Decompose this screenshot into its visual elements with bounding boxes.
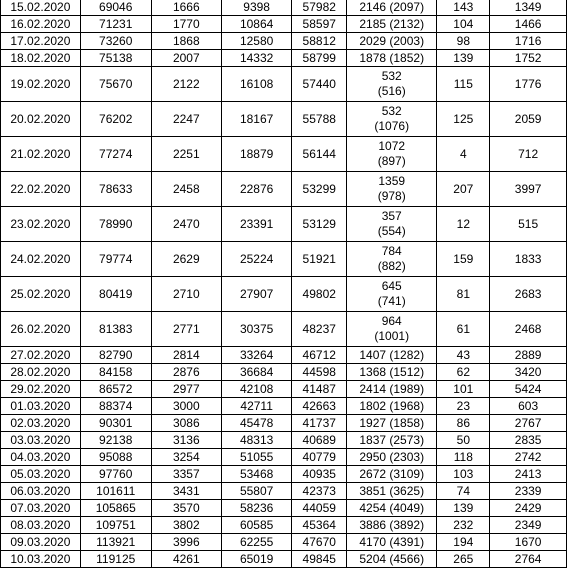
date-cell: 15.02.2020 bbox=[1, 0, 81, 16]
value-cell-3: 45478 bbox=[221, 415, 292, 432]
table-row bbox=[1, 16, 567, 33]
value-cell-4: 40935 bbox=[292, 466, 347, 483]
value-cell-5: 1368 (1512) bbox=[347, 364, 437, 381]
value-cell-5-paren: (882) bbox=[377, 259, 406, 273]
value-cell-6: 50 bbox=[437, 432, 490, 449]
value-cell-7: 2468 bbox=[490, 312, 567, 347]
value-cell-6: 62 bbox=[437, 364, 490, 381]
value-cell-2: 2007 bbox=[151, 50, 221, 67]
value-cell-3: 16108 bbox=[221, 67, 292, 102]
date-cell: 16.02.2020 bbox=[1, 16, 81, 33]
value-cell-4: 40779 bbox=[292, 449, 347, 466]
value-cell-6: 207 bbox=[437, 172, 490, 207]
value-cell-3: 53468 bbox=[221, 466, 292, 483]
value-cell-4: 42663 bbox=[292, 398, 347, 415]
value-cell-3: 42108 bbox=[221, 381, 292, 398]
value-cell-5-main: 357 bbox=[381, 209, 402, 223]
value-cell-5 bbox=[347, 312, 437, 347]
value-cell-4: 58597 bbox=[292, 16, 347, 33]
value-cell-6: 265 bbox=[437, 551, 490, 568]
value-cell-2: 3254 bbox=[151, 449, 221, 466]
value-cell-6: 103 bbox=[437, 466, 490, 483]
value-cell-1: 71231 bbox=[80, 16, 151, 33]
date-cell: 26.02.2020 bbox=[1, 312, 81, 347]
value-cell-4: 41737 bbox=[292, 415, 347, 432]
value-cell-1: 105865 bbox=[80, 500, 151, 517]
table-row bbox=[1, 449, 567, 466]
value-cell-7: 1776 bbox=[490, 67, 567, 102]
value-cell-7: 2429 bbox=[490, 500, 567, 517]
date-cell: 24.02.2020 bbox=[1, 242, 81, 277]
date-cell: 19.02.2020 bbox=[1, 67, 81, 102]
date-cell: 07.03.2020 bbox=[1, 500, 81, 517]
value-cell-5 bbox=[347, 137, 437, 172]
value-cell-3: 27907 bbox=[221, 277, 292, 312]
value-cell-1: 92138 bbox=[80, 432, 151, 449]
value-cell-5-main: 1072 bbox=[378, 139, 406, 153]
value-cell-5 bbox=[347, 67, 437, 102]
value-cell-2: 2710 bbox=[151, 277, 221, 312]
value-cell-1: 73260 bbox=[80, 33, 151, 50]
value-cell-4: 49845 bbox=[292, 551, 347, 568]
value-cell-5: 1407 (1282) bbox=[347, 347, 437, 364]
value-cell-5-paren: (1076) bbox=[374, 119, 410, 133]
table-row bbox=[1, 102, 567, 137]
value-cell-5-main: 964 bbox=[381, 314, 402, 328]
value-cell-7: 1716 bbox=[490, 33, 567, 50]
value-cell-2: 2771 bbox=[151, 312, 221, 347]
value-cell-4: 51921 bbox=[292, 242, 347, 277]
value-cell-5: 5204 (4566) bbox=[347, 551, 437, 568]
value-cell-5-paren: (554) bbox=[377, 224, 406, 238]
value-cell-6: 74 bbox=[437, 483, 490, 500]
value-cell-7: 3997 bbox=[490, 172, 567, 207]
value-cell-4: 45364 bbox=[292, 517, 347, 534]
value-cell-3: 14332 bbox=[221, 50, 292, 67]
value-cell-6: 194 bbox=[437, 534, 490, 551]
value-cell-4: 44059 bbox=[292, 500, 347, 517]
value-cell-7: 1752 bbox=[490, 50, 567, 67]
value-cell-3: 25224 bbox=[221, 242, 292, 277]
value-cell-6: 143 bbox=[437, 0, 490, 16]
date-cell: 09.03.2020 bbox=[1, 534, 81, 551]
value-cell-6: 98 bbox=[437, 33, 490, 50]
value-cell-1: 88374 bbox=[80, 398, 151, 415]
value-cell-1: 77274 bbox=[80, 137, 151, 172]
value-cell-3: 58236 bbox=[221, 500, 292, 517]
value-cell-1: 90301 bbox=[80, 415, 151, 432]
value-cell-5: 1837 (2573) bbox=[347, 432, 437, 449]
value-cell-5-main: 645 bbox=[381, 279, 402, 293]
value-cell-4: 53299 bbox=[292, 172, 347, 207]
value-cell-5: 1878 (1852) bbox=[347, 50, 437, 67]
value-cell-5-main: 532 bbox=[381, 104, 402, 118]
value-cell-4: 49802 bbox=[292, 277, 347, 312]
table-row bbox=[1, 415, 567, 432]
value-cell-7: 2339 bbox=[490, 483, 567, 500]
value-cell-3: 18879 bbox=[221, 137, 292, 172]
value-cell-6: 4 bbox=[437, 137, 490, 172]
value-cell-6: 118 bbox=[437, 449, 490, 466]
table-row bbox=[1, 347, 567, 364]
value-cell-5-main: 784 bbox=[381, 244, 402, 258]
value-cell-7: 2683 bbox=[490, 277, 567, 312]
value-cell-4: 41487 bbox=[292, 381, 347, 398]
value-cell-1: 80419 bbox=[80, 277, 151, 312]
value-cell-6: 125 bbox=[437, 102, 490, 137]
value-cell-7: 1833 bbox=[490, 242, 567, 277]
date-cell: 02.03.2020 bbox=[1, 415, 81, 432]
value-cell-2: 2122 bbox=[151, 67, 221, 102]
value-cell-2: 1770 bbox=[151, 16, 221, 33]
value-cell-7: 2413 bbox=[490, 466, 567, 483]
table-row bbox=[1, 67, 567, 102]
value-cell-7: 2764 bbox=[490, 551, 567, 568]
value-cell-2: 2470 bbox=[151, 207, 221, 242]
table-row bbox=[1, 0, 567, 16]
value-cell-4: 58812 bbox=[292, 33, 347, 50]
value-cell-5: 2672 (3109) bbox=[347, 466, 437, 483]
value-cell-7: 1466 bbox=[490, 16, 567, 33]
value-cell-6: 81 bbox=[437, 277, 490, 312]
value-cell-6: 61 bbox=[437, 312, 490, 347]
value-cell-4: 46712 bbox=[292, 347, 347, 364]
value-cell-2: 1868 bbox=[151, 33, 221, 50]
value-cell-5: 2185 (2132) bbox=[347, 16, 437, 33]
date-cell: 23.02.2020 bbox=[1, 207, 81, 242]
value-cell-6: 139 bbox=[437, 500, 490, 517]
value-cell-2: 2876 bbox=[151, 364, 221, 381]
value-cell-1: 95088 bbox=[80, 449, 151, 466]
value-cell-1: 75670 bbox=[80, 67, 151, 102]
date-cell: 08.03.2020 bbox=[1, 517, 81, 534]
table-row bbox=[1, 137, 567, 172]
value-cell-2: 4261 bbox=[151, 551, 221, 568]
value-cell-1: 97760 bbox=[80, 466, 151, 483]
value-cell-5-paren: (1001) bbox=[374, 329, 410, 343]
value-cell-4: 48237 bbox=[292, 312, 347, 347]
value-cell-3: 18167 bbox=[221, 102, 292, 137]
value-cell-3: 30375 bbox=[221, 312, 292, 347]
value-cell-3: 33264 bbox=[221, 347, 292, 364]
date-cell: 18.02.2020 bbox=[1, 50, 81, 67]
value-cell-6: 115 bbox=[437, 67, 490, 102]
value-cell-1: 76202 bbox=[80, 102, 151, 137]
value-cell-2: 3802 bbox=[151, 517, 221, 534]
value-cell-1: 113921 bbox=[80, 534, 151, 551]
value-cell-3: 48313 bbox=[221, 432, 292, 449]
value-cell-3: 55807 bbox=[221, 483, 292, 500]
value-cell-1: 101611 bbox=[80, 483, 151, 500]
value-cell-6: 12 bbox=[437, 207, 490, 242]
table-row bbox=[1, 207, 567, 242]
value-cell-2: 2251 bbox=[151, 137, 221, 172]
value-cell-5-paren: (978) bbox=[377, 189, 406, 203]
value-cell-3: 60585 bbox=[221, 517, 292, 534]
value-cell-3: 23391 bbox=[221, 207, 292, 242]
value-cell-5: 1802 (1968) bbox=[347, 398, 437, 415]
value-cell-7: 515 bbox=[490, 207, 567, 242]
table-row bbox=[1, 50, 567, 67]
value-cell-4: 47670 bbox=[292, 534, 347, 551]
date-cell: 01.03.2020 bbox=[1, 398, 81, 415]
value-cell-5: 2146 (2097) bbox=[347, 0, 437, 16]
value-cell-1: 119125 bbox=[80, 551, 151, 568]
value-cell-7: 1349 bbox=[490, 0, 567, 16]
date-cell: 25.02.2020 bbox=[1, 277, 81, 312]
value-cell-1: 86572 bbox=[80, 381, 151, 398]
date-cell: 05.03.2020 bbox=[1, 466, 81, 483]
value-cell-1: 79774 bbox=[80, 242, 151, 277]
value-cell-1: 82790 bbox=[80, 347, 151, 364]
table-row bbox=[1, 517, 567, 534]
date-cell: 17.02.2020 bbox=[1, 33, 81, 50]
table-row bbox=[1, 33, 567, 50]
value-cell-7: 2349 bbox=[490, 517, 567, 534]
value-cell-2: 2814 bbox=[151, 347, 221, 364]
table-row bbox=[1, 312, 567, 347]
value-cell-7: 1670 bbox=[490, 534, 567, 551]
value-cell-2: 3000 bbox=[151, 398, 221, 415]
value-cell-1: 81383 bbox=[80, 312, 151, 347]
value-cell-5: 2950 (2303) bbox=[347, 449, 437, 466]
value-cell-1: 69046 bbox=[80, 0, 151, 16]
date-cell: 04.03.2020 bbox=[1, 449, 81, 466]
value-cell-5: 2029 (2003) bbox=[347, 33, 437, 50]
value-cell-2: 2977 bbox=[151, 381, 221, 398]
value-cell-2: 3431 bbox=[151, 483, 221, 500]
value-cell-7: 3420 bbox=[490, 364, 567, 381]
value-cell-5 bbox=[347, 207, 437, 242]
value-cell-3: 65019 bbox=[221, 551, 292, 568]
value-cell-3: 62255 bbox=[221, 534, 292, 551]
value-cell-5: 4254 (4049) bbox=[347, 500, 437, 517]
value-cell-5-paren: (741) bbox=[377, 294, 406, 308]
value-cell-5: 4170 (4391) bbox=[347, 534, 437, 551]
value-cell-6: 232 bbox=[437, 517, 490, 534]
value-cell-3: 36684 bbox=[221, 364, 292, 381]
table-row bbox=[1, 172, 567, 207]
value-cell-2: 3357 bbox=[151, 466, 221, 483]
date-cell: 06.03.2020 bbox=[1, 483, 81, 500]
value-cell-3: 12580 bbox=[221, 33, 292, 50]
value-cell-5 bbox=[347, 102, 437, 137]
value-cell-2: 3086 bbox=[151, 415, 221, 432]
value-cell-2: 2247 bbox=[151, 102, 221, 137]
table-row bbox=[1, 398, 567, 415]
value-cell-5 bbox=[347, 277, 437, 312]
value-cell-1: 78633 bbox=[80, 172, 151, 207]
value-cell-5-main: 532 bbox=[381, 69, 402, 83]
value-cell-7: 5424 bbox=[490, 381, 567, 398]
date-cell: 28.02.2020 bbox=[1, 364, 81, 381]
value-cell-2: 3996 bbox=[151, 534, 221, 551]
value-cell-6: 139 bbox=[437, 50, 490, 67]
date-cell: 10.03.2020 bbox=[1, 551, 81, 568]
value-cell-4: 58799 bbox=[292, 50, 347, 67]
date-cell: 27.02.2020 bbox=[1, 347, 81, 364]
value-cell-5-paren: (516) bbox=[377, 84, 406, 98]
value-cell-6: 43 bbox=[437, 347, 490, 364]
table-row bbox=[1, 277, 567, 312]
value-cell-7: 2767 bbox=[490, 415, 567, 432]
value-cell-5 bbox=[347, 242, 437, 277]
value-cell-3: 22876 bbox=[221, 172, 292, 207]
value-cell-6: 159 bbox=[437, 242, 490, 277]
value-cell-4: 57440 bbox=[292, 67, 347, 102]
value-cell-3: 51055 bbox=[221, 449, 292, 466]
value-cell-4: 55788 bbox=[292, 102, 347, 137]
value-cell-7: 2835 bbox=[490, 432, 567, 449]
value-cell-4: 44598 bbox=[292, 364, 347, 381]
value-cell-2: 3136 bbox=[151, 432, 221, 449]
value-cell-4: 53129 bbox=[292, 207, 347, 242]
value-cell-7: 2059 bbox=[490, 102, 567, 137]
value-cell-7: 603 bbox=[490, 398, 567, 415]
table-row bbox=[1, 466, 567, 483]
value-cell-6: 86 bbox=[437, 415, 490, 432]
value-cell-1: 84158 bbox=[80, 364, 151, 381]
value-cell-1: 78990 bbox=[80, 207, 151, 242]
value-cell-5-paren: (897) bbox=[377, 154, 406, 168]
value-cell-5-main: 1359 bbox=[378, 174, 406, 188]
value-cell-2: 1666 bbox=[151, 0, 221, 16]
date-cell: 29.02.2020 bbox=[1, 381, 81, 398]
value-cell-5: 3886 (3892) bbox=[347, 517, 437, 534]
value-cell-2: 2629 bbox=[151, 242, 221, 277]
value-cell-4: 56144 bbox=[292, 137, 347, 172]
value-cell-6: 104 bbox=[437, 16, 490, 33]
value-cell-2: 2458 bbox=[151, 172, 221, 207]
value-cell-5: 1927 (1858) bbox=[347, 415, 437, 432]
table-row bbox=[1, 534, 567, 551]
table-row bbox=[1, 364, 567, 381]
value-cell-3: 10864 bbox=[221, 16, 292, 33]
table-row bbox=[1, 381, 567, 398]
value-cell-5 bbox=[347, 172, 437, 207]
value-cell-4: 40689 bbox=[292, 432, 347, 449]
value-cell-7: 2889 bbox=[490, 347, 567, 364]
date-cell: 03.03.2020 bbox=[1, 432, 81, 449]
value-cell-6: 101 bbox=[437, 381, 490, 398]
value-cell-4: 57982 bbox=[292, 0, 347, 16]
value-cell-6: 23 bbox=[437, 398, 490, 415]
date-cell: 22.02.2020 bbox=[1, 172, 81, 207]
value-cell-5: 3851 (3625) bbox=[347, 483, 437, 500]
table-row bbox=[1, 500, 567, 517]
value-cell-3: 42711 bbox=[221, 398, 292, 415]
table-body bbox=[1, 0, 567, 568]
table-row bbox=[1, 242, 567, 277]
value-cell-7: 712 bbox=[490, 137, 567, 172]
value-cell-7: 2742 bbox=[490, 449, 567, 466]
table-row bbox=[1, 483, 567, 500]
value-cell-1: 109751 bbox=[80, 517, 151, 534]
value-cell-3: 9398 bbox=[221, 0, 292, 16]
value-cell-4: 42373 bbox=[292, 483, 347, 500]
value-cell-2: 3570 bbox=[151, 500, 221, 517]
date-cell: 21.02.2020 bbox=[1, 137, 81, 172]
date-cell: 20.02.2020 bbox=[1, 102, 81, 137]
value-cell-1: 75138 bbox=[80, 50, 151, 67]
table-row bbox=[1, 432, 567, 449]
value-cell-5: 2414 (1989) bbox=[347, 381, 437, 398]
table-row bbox=[1, 551, 567, 568]
